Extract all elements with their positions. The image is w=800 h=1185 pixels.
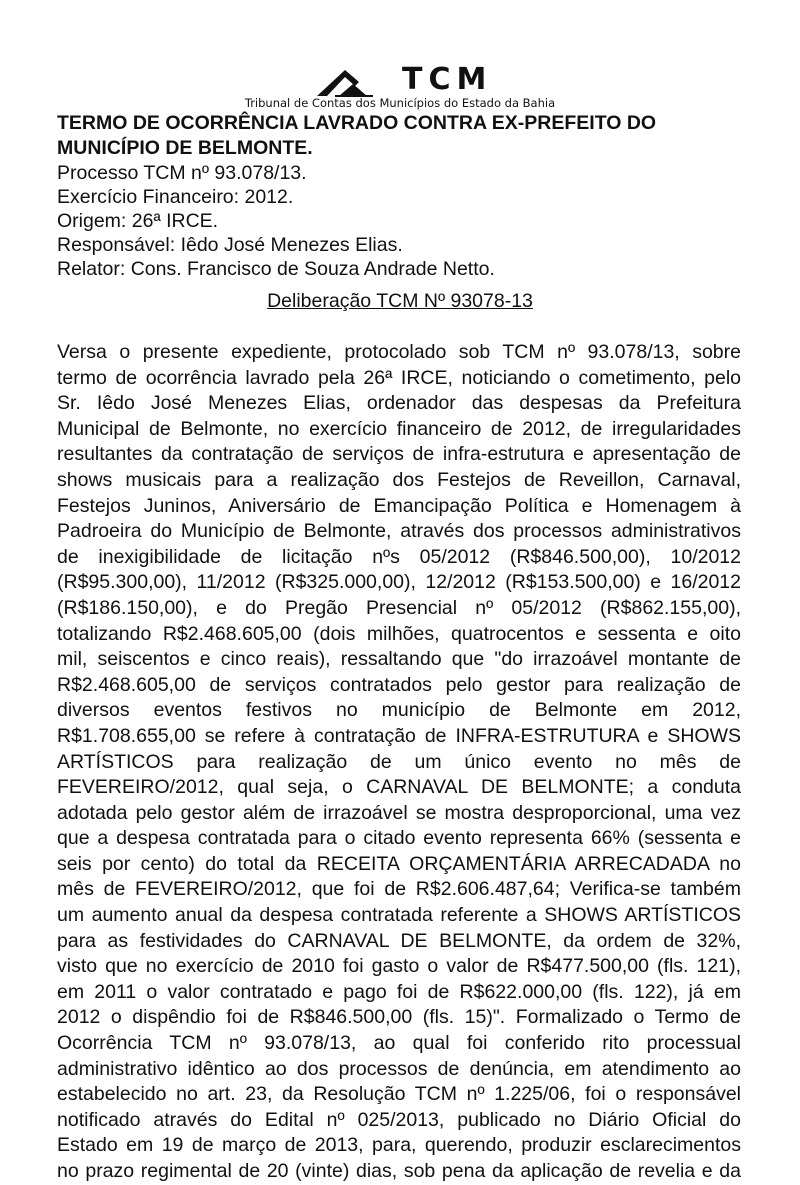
body-line: 2012 o dispêndio foi de R$846.500,00 (fls. 15)". Formalizado o Termo de [57,1006,741,1029]
body-line: Versa o presente expediente, protocolado sob TCM nº 93.078/13, sobre [57,341,741,363]
body-line: Festejos Juninos, Aniversário de Emancipação Política e Homenagem à [57,494,741,517]
body-line: shows musicais para a realização dos Festejos de Reveillon, Carnaval, [57,468,741,491]
tcm-logo-subtitle: Tribunal de Contas dos Municípios do Estado da Bahia [244,96,556,110]
document-title: TERMO DE OCORRÊNCIA LAVRADO CONTRA EX-PREFEITO DO MUNICÍPIO DE BELMONTE. [57,112,657,159]
body-line: mês de FEVEREIRO/2012, que foi de R$2.606.487,64; Verifica-se também [57,878,741,901]
body-line: notificado através do Edital nº 025/2013, publicado no Diário Oficial do [57,1108,741,1131]
body-line: (R$186.150,00), e do Pregão Presencial nº 05/2012 (R$862.155,00), [57,596,741,619]
body-line: diversos eventos festivos no município de Belmonte em 2012, [57,699,741,722]
body-line: Estado em 19 de março de 2013, para, querendo, produzir esclarecimentos [57,1134,741,1157]
body-line: Ocorrência TCM nº 93.078/13, ao qual foi conferido rito processual [57,1032,741,1055]
body-line: um aumento anual da despesa contratada referente a SHOWS ARTÍSTICOS [57,904,741,927]
body-line: Padroeira do Município de Belmonte, através dos processos administrativos [57,520,741,543]
body-line: seis por cento) do total da RECEITA ORÇAMENTÁRIA ARRECADADA no [57,852,741,875]
body-line: R$2.468.605,00 de serviços contratados pelo gestor para realização de [57,673,741,696]
body-line: (R$95.300,00), 11/2012 (R$325.000,00), 12/2012 (R$153.500,00) e 16/2012 [57,571,741,594]
relator-line: Relator: Cons. Francisco de Souza Andrade Netto. [57,258,495,280]
body-line: para as festividades do CARNAVAL DE BELMONTE, da ordem de 32%, [57,929,741,952]
body-line: totalizando R$2.468.605,00 (dois milhões, quatrocentos e sessenta e oito [57,622,741,645]
body-line: administrativo idêntico ao dos processos de denúncia, em atendimento ao [57,1057,741,1080]
body-line: Sr. Iêdo José Menezes Elias, ordenador das despesas da Prefeitura [57,392,741,415]
deliberacao-heading: Deliberação TCM Nº 93078-13 [267,290,533,312]
body-line: FEVEREIRO/2012, qual seja, o CARNAVAL DE BELMONTE; a conduta [57,776,741,799]
body-line: estabelecido no art. 23, da Resolução TCM nº 1.225/06, foi o responsável [57,1083,741,1106]
tcm-logo-mark-icon [315,66,405,98]
body-line: de inexigibilidade de licitação nºs 05/2012 (R$846.500,00), 10/2012 [57,545,741,568]
tcm-logo [180,62,620,110]
responsavel-line: Responsável: Iêdo José Menezes Elias. [57,234,403,256]
body-line: no prazo regimental de 20 (vinte) dias, sob pena da aplicação de revelia e da [57,1160,741,1182]
body-line: visto que no exercício de 2010 foi gasto o valor de R$477.500,00 (fls. 121), [57,955,741,978]
body-line: ARTÍSTICOS para realização de um único evento no mês de [57,750,741,773]
body-line: que a despesa contratada para o citado evento representa 66% (sessenta e [57,827,741,850]
exercicio-line: Exercício Financeiro: 2012. [57,186,294,208]
body-line: adotada pelo gestor além de irrazoável se mostra desproporcional, uma vez [57,801,741,824]
body-paragraph [57,340,741,1185]
processo-line: Processo TCM nº 93.078/13. [57,162,307,184]
tcm-logo-text: TCM [402,62,493,97]
body-line: R$1.708.655,00 se refere à contratação de INFRA-ESTRUTURA e SHOWS [57,724,741,747]
origem-line: Origem: 26ª IRCE. [57,210,219,232]
body-line: termo de ocorrência lavrado pela 26ª IRCE, noticiando o cometimento, pelo [57,366,741,389]
body-line: resultantes da contratação de serviços de infra-estrutura e apresentação de [57,443,741,466]
body-line: em 2011 o valor contratado e pago foi de R$622.000,00 (fls. 122), já em [57,980,741,1003]
body-line: mil, seiscentos e cinco reais), ressaltando que "do irrazoável montante de [57,648,741,671]
document-header [57,111,747,281]
body-line: Municipal de Belmonte, no exercício financeiro de 2012, de irregularidades [57,417,741,440]
